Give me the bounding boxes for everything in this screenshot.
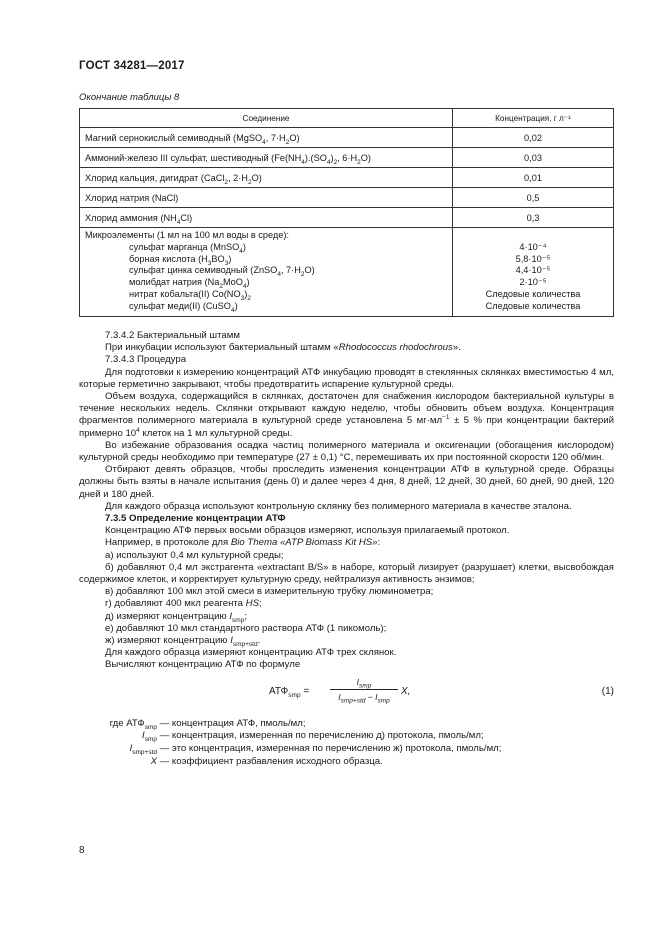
paragraph: Для подготовки к измерению концентраций АТФ инкубацию проводят в стеклянных склянках вместимостью 4 мл, которые герметично закрывают, чтобы предотвратить испарение культурной среды. <box>79 366 614 390</box>
standard-designation: ГОСТ 34281—2017 <box>79 60 185 72</box>
paragraph: Отбирают девять образцов, чтобы проследить изменения концентрации АТФ в культурной среде. Образцы должны быть взяты в начале испытания (день 0) и далее через 4 дня, 8 дней, 12 дней, 30 дней, 60 дней, 90 дней, 120 дней и 180 дней. <box>79 464 614 500</box>
concentration-cell: 0,01 <box>453 168 614 188</box>
column-header-concentration: Концентрация, г л⁻¹ <box>453 109 614 128</box>
formula-lhs: $АТФ_{smp}$ = <box>269 685 310 699</box>
table-row <box>80 188 614 208</box>
microelements-values-cell <box>453 228 614 317</box>
table-row-microelements <box>80 228 614 317</box>
formula-fraction <box>330 676 398 703</box>
concentration-value: Следовые количества <box>485 288 581 299</box>
body-text <box>79 330 614 772</box>
compound-cell: Хлорид натрия (NaCl) <box>80 188 453 208</box>
list-item: ж) измеряют концентрацию $I_{smp+std}$. <box>105 635 261 648</box>
list-item: а) используют 0,4 мл культурной среды; <box>105 549 284 561</box>
compound-cell: Аммоний-железо III сульфат, шестиводный ($Fe(NH_4).(SO_4)_2$, $6\cdot H_2O$) <box>80 148 453 168</box>
legend-row: $I_{smp}$ — концентрация, измеренная по перечислению д) протокола, пмоль/мл; <box>142 729 484 743</box>
concentration-value: Следовые количества <box>485 300 581 311</box>
microelements-title: Микроэлементы (1 мл на 100 мл воды в среде): <box>85 230 289 240</box>
paragraph: Для каждого образца измеряют концентрацию АТФ трех склянок. <box>105 647 397 659</box>
table-row <box>80 128 614 148</box>
page-number: 8 <box>79 845 85 856</box>
compound-cell: Хлорид кальция, дигидрат (CaCl$_2$, $2\cdot H_2O$) <box>80 168 453 188</box>
table-header-row <box>80 109 614 128</box>
paragraph: Концентрацию АТФ первых восьми образцов измеряют, используя прилагаемый протокол. <box>105 525 510 537</box>
table-row <box>80 148 614 168</box>
atp-formula <box>79 672 614 716</box>
formula-legend <box>79 716 614 772</box>
paragraph: Во избежание образования осадка частиц полимерного материала и оксигенации (обогащения кислородом) культурной среды необходимо при температуре (27 ± 0,1) °С, перемешивать их при постоянной скорости 120 об/мин. <box>79 439 614 464</box>
compound-cell: Магний сернокислый семиводный (MgSO$_4$, $7\cdot H_2O$) <box>80 128 453 148</box>
legend-row: где $АТФ_{smp}$ — концентрация АТФ, пмоль/мл; <box>109 717 306 731</box>
formula-number: (1) <box>601 685 614 697</box>
list-item: в) добавляют 100 мкл этой смеси в измерительную трубку люминометра; <box>105 586 434 598</box>
formula-denominator: $I_{smp+std} - I_{smp}$ <box>338 691 390 705</box>
legend-row: X — коэффициент разбавления исходного образца. <box>150 755 383 767</box>
list-item: сульфат меди(II) (CuSO$_4$) <box>129 300 238 314</box>
table-row <box>80 208 614 228</box>
list-item: б) добавляют 0,4 мл экстрагента «extractant B/S» в наборе, который лизирует (разрушает) клетки, высвобождая содержимое клеток, и корректирует культурную среду, нейтрализуя активность энзимов; <box>79 561 614 586</box>
column-header-compound: Соединение <box>80 109 453 128</box>
concentration-cell: 0,3 <box>453 208 614 228</box>
list-item: нитрат кобальта(II) $Co(NO_3)_2$ <box>129 288 251 302</box>
media-composition-table <box>79 108 614 317</box>
list-item: е) добавляют 10 мкл стандартного раствора АТФ (1 пикомоль); <box>105 622 387 634</box>
compound-cell: Хлорид аммония $(NH_4Cl)$ <box>80 208 453 228</box>
legend-row: $I_{smp+std}$ — это концентрация, измеренная по перечислению ж) протокола, пмоль/мл; <box>129 742 502 756</box>
list-item: сульфат марганца (MnSO$_4$) <box>129 241 246 255</box>
concentration-value: 4·10⁻⁴ <box>519 241 547 252</box>
list-item: борная кислота $(H_3BO_3)$ <box>129 253 232 267</box>
section-heading-7-3-5: 7.3.5 Определение концентрации АТФ <box>105 513 286 525</box>
list-item: г) добавляют 400 мкл реагента HS; <box>105 598 262 610</box>
concentration-value: 5,8·10⁻⁵ <box>515 253 551 264</box>
paragraph: Вычисляют концентрацию АТФ по формуле <box>105 659 301 671</box>
concentration-value: 4,4·10⁻⁵ <box>515 265 551 276</box>
table-caption: Окончание таблицы 8 <box>79 92 180 103</box>
formula-numerator: $I_{smp}$ <box>330 676 398 690</box>
concentration-cell: 0,5 <box>453 188 614 208</box>
formula-dilution-factor: X, <box>401 685 411 697</box>
list-item: сульфат цинка семиводный (ZnSO$_4$, $7\cdot H_2O$) <box>129 265 315 279</box>
section-heading-7-3-4-2: 7.3.4.2 Бактериальный штамм <box>105 330 240 341</box>
paragraph: Объем воздуха, содержащийся в склянках, достаточен для снабжения кислородом бактериальной культуры в течение нескольких недель. Склянки открывают каждую неделю, чтобы обновить объем воздуха. Концентрация фрагментов полимерного материала в культурной среде установлена 5 $мг\cdot мл^{-1} \pm 5$ % при концентрации бактерий примерно $10^4$ клеток на 1 мл культурной среды. <box>79 391 614 439</box>
concentration-value: 2·10⁻⁵ <box>519 277 547 288</box>
table-row <box>80 168 614 188</box>
concentration-cell: 0,02 <box>453 128 614 148</box>
paragraph: Для каждого образца используют контрольную склянку без полимерного материала в качестве эталона. <box>105 500 572 512</box>
paragraph: При инкубации используют бактериальный штамм «Rhodococcus rhodochrous». <box>105 342 461 354</box>
microelements-cell <box>80 228 453 317</box>
concentration-cell: 0,03 <box>453 148 614 168</box>
paragraph: Например, в протоколе для Bio Thema «ATP Biomass Kit HS»: <box>105 537 381 549</box>
list-item: д) измеряют концентрацию $I_{smp}$; <box>105 610 247 624</box>
section-heading-7-3-4-3: 7.3.4.3 Процедура <box>105 354 187 366</box>
list-item: молибдат натрия $(Na_2MoO_4)$ <box>129 277 250 291</box>
